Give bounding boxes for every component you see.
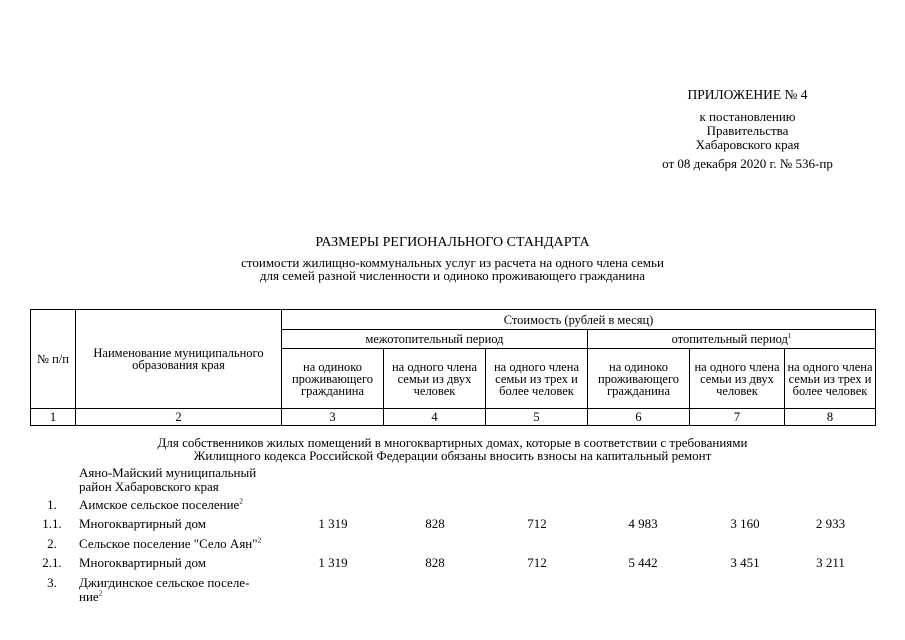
col-number-3: 3 <box>282 409 384 426</box>
sub-header-5: на одного члена семьи из трех и более человек <box>486 349 588 409</box>
section-heading <box>30 436 875 462</box>
cost-header: Стоимость (рублей в месяц) <box>282 310 876 330</box>
subtitle-line-2: для семей разной численности и одиноко проживающего гражданина <box>259 268 646 283</box>
footnote-mark: 2 <box>239 497 243 506</box>
table-row <box>30 498 875 514</box>
row-name-line-1: Джигдинское сельское поселе- <box>79 575 250 590</box>
sub-header-4: на одного члена семьи из двух человек <box>384 349 486 409</box>
appendix-line-1: к постановлению <box>699 109 796 124</box>
value-col-6: 5 442 <box>628 555 658 570</box>
value-col-6: 4 983 <box>628 516 658 531</box>
value-col-7: 3 451 <box>730 555 760 570</box>
row-name-line-2: ние <box>79 589 99 604</box>
row-number: 1.1. <box>42 516 62 531</box>
row-name <box>79 498 294 512</box>
row-name: Многоквартирный дом <box>79 555 207 570</box>
district-name <box>79 466 294 494</box>
row-name <box>79 537 294 551</box>
appendix-date: от 08 декабря 2020 г. № 536-пр <box>662 156 833 171</box>
row-name-text: Сельское поселение "Село Аян" <box>79 536 258 551</box>
footnote-mark: 2 <box>98 589 103 598</box>
period-off-header: межотопительный период <box>282 330 588 349</box>
row-number: 3. <box>47 575 57 590</box>
value-col-4: 828 <box>425 516 445 531</box>
standard-table-header <box>30 309 876 426</box>
district-line-1: Аяно-Майский муниципальный <box>79 465 257 480</box>
col-header-name: Наименование муниципального образования края <box>76 310 282 409</box>
subtitle-line-1: стоимости жилищно-коммунальных услуг из расчета на одного члена семьи <box>241 255 664 270</box>
sub-header-3: на одиноко проживающего гражданина <box>282 349 384 409</box>
table-row <box>30 517 875 533</box>
district-row <box>30 466 875 496</box>
document-subtitle <box>0 256 905 282</box>
appendix-block <box>640 88 855 171</box>
row-number: 2. <box>47 536 57 551</box>
col-number-4: 4 <box>384 409 486 426</box>
row-number: 1. <box>47 497 57 512</box>
value-col-4: 828 <box>425 555 445 570</box>
col-number-2: 2 <box>76 409 282 426</box>
document-title: РАЗМЕРЫ РЕГИОНАЛЬНОГО СТАНДАРТА <box>315 235 590 250</box>
col-header-num: № п/п <box>31 310 76 409</box>
row-name <box>79 576 294 604</box>
appendix-heading: ПРИЛОЖЕНИЕ № 4 <box>687 87 808 102</box>
period-on-header <box>588 330 876 349</box>
value-col-8: 3 211 <box>816 555 845 570</box>
col-number-6: 6 <box>588 409 690 426</box>
period-on-label: отопительный период <box>671 332 788 346</box>
section-line-2: Жилищного кодекса Российской Федерации обязаны вносить взносы на капитальный ремонт <box>193 448 712 463</box>
table-row <box>30 576 875 606</box>
footnote-mark: 1 <box>787 331 792 340</box>
district-line-2: район Хабаровского края <box>79 479 219 494</box>
table-row <box>30 556 875 572</box>
value-col-5: 712 <box>527 516 547 531</box>
section-line-1: Для собственников жилых помещений в многоквартирных домах, которые в соответствии с требованиями <box>157 435 748 450</box>
row-number: 2.1. <box>42 555 62 570</box>
appendix-line-3: Хабаровского края <box>695 137 800 152</box>
value-col-5: 712 <box>527 555 547 570</box>
appendix-line-2: Правительства <box>706 123 789 138</box>
col-number-7: 7 <box>690 409 785 426</box>
value-col-7: 3 160 <box>730 516 760 531</box>
col-number-8: 8 <box>785 409 876 426</box>
col-number-5: 5 <box>486 409 588 426</box>
value-col-3: 1 319 <box>318 555 348 570</box>
sub-header-8: на одного члена семьи из трех и более человек <box>785 349 876 409</box>
row-name-text: Аимское сельское поселение <box>79 497 240 512</box>
col-number-1: 1 <box>31 409 76 426</box>
table-row <box>30 537 875 553</box>
footnote-mark: 2 <box>257 536 262 545</box>
value-col-3: 1 319 <box>318 516 348 531</box>
sub-header-7: на одного члена семьи из двух человек <box>690 349 785 409</box>
row-name: Многоквартирный дом <box>79 516 207 531</box>
value-col-8: 2 933 <box>815 516 846 531</box>
sub-header-6: на одиноко проживающего гражданина <box>588 349 690 409</box>
